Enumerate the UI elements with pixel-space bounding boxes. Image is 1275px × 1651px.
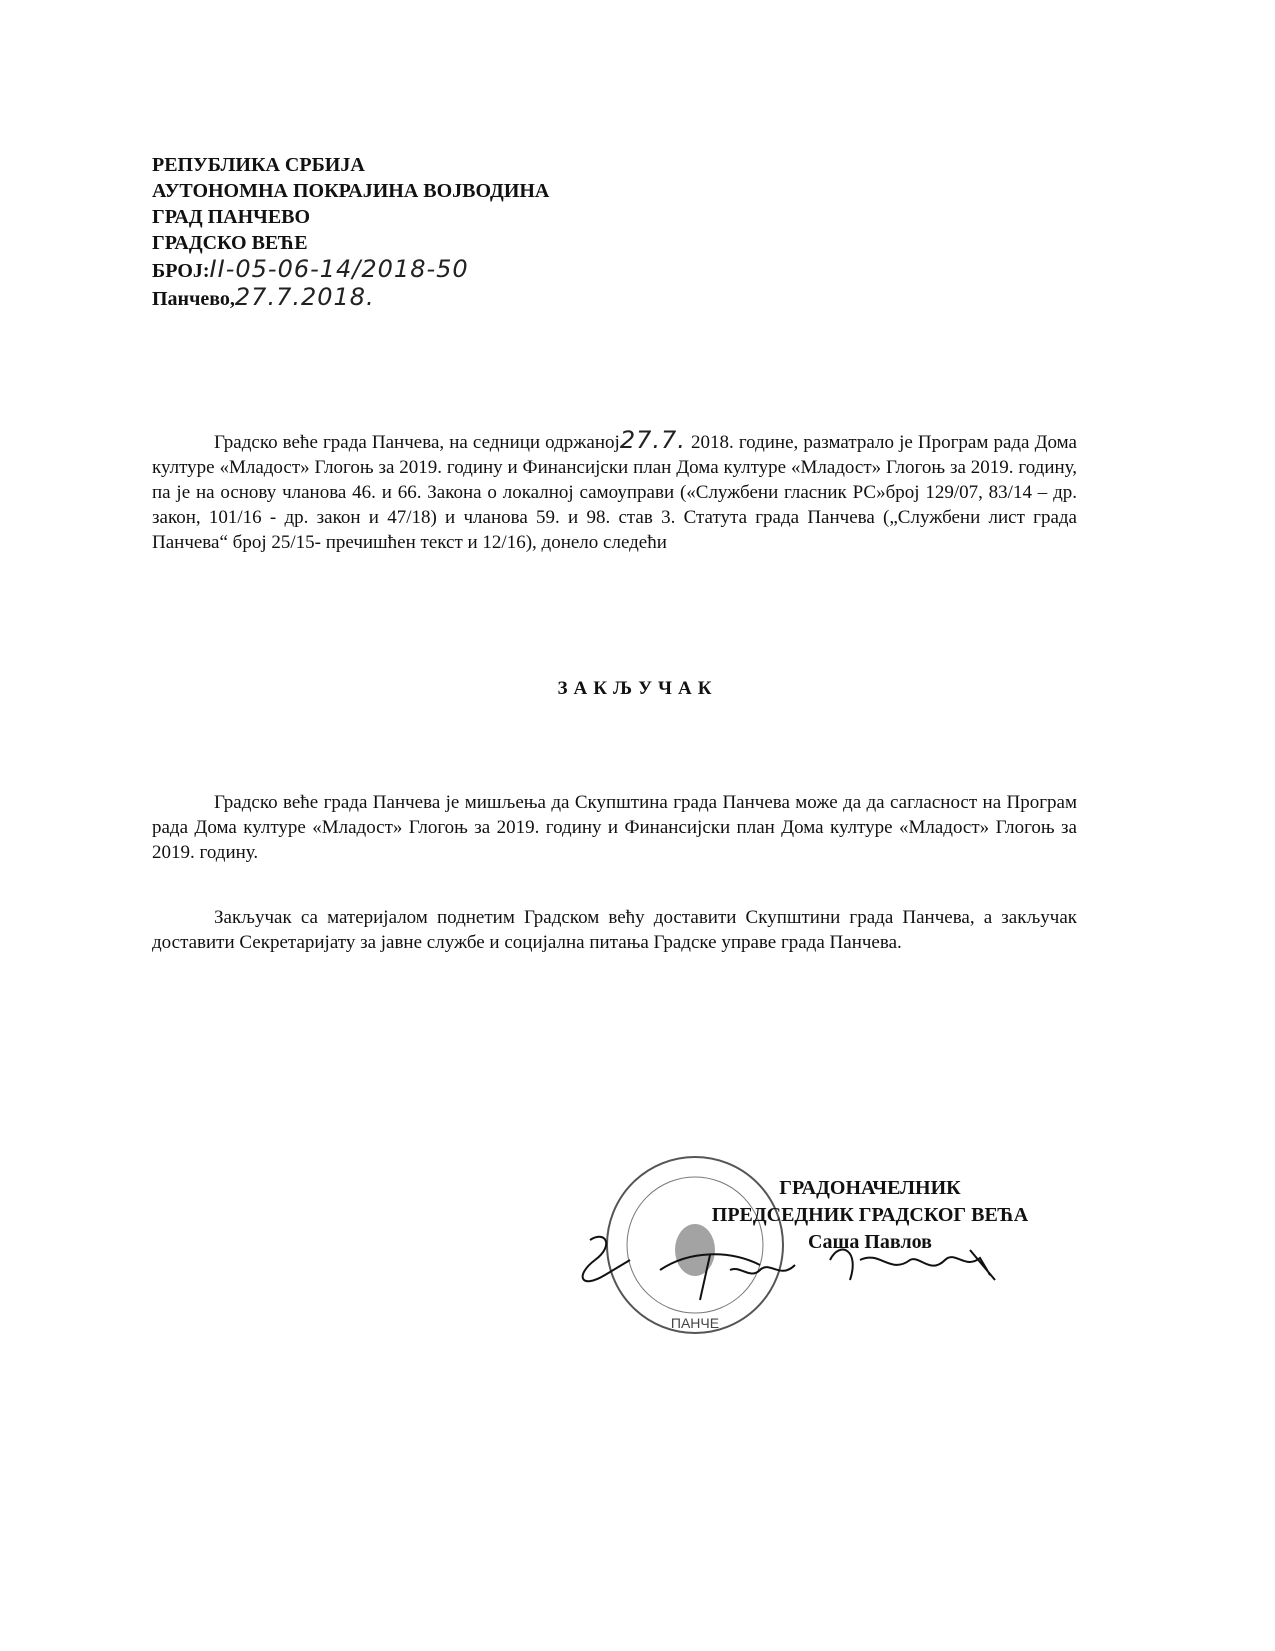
signatory-role-president: ПРЕДСЕДНИК ГРАДСКОГ ВЕЋА (711, 1204, 1029, 1226)
signatory-name: Саша Павлов (808, 1231, 932, 1253)
conclusion-text-1: Градско веће града Панчева је мишљења да Скупштина града Панчева може да да сагласност на Програм рада Дома културе «Младост» Глогоњ за 2019. годину и Финансијски план Дома културе «Младост» Глогоњ за 2019. годину. (152, 792, 1077, 863)
conclusion-paragraph-1 (152, 790, 1077, 865)
handwritten-signature (560, 1220, 1040, 1315)
svg-text:ПАНЧЕ: ПАНЧЕ (670, 1315, 720, 1331)
signatory-role-mayor: ГРАДОНАЧЕЛНИК (779, 1177, 961, 1199)
intro-text-rest: 2018. године, разматрало је Програм рада Дома културе «Младост» Глогоњ за 2019. годину и Финансијски план Дома културе «Младост» Глогоњ за 2019. годину, па је на основу чланова 46. и 66. Закона о локалној самоуправи («Службени гласник РС»број 129/07, 83/14 – др. закон, 101/16 - др. закон и 47/18) и чланова 59. и 98. став 3. Статута града Панчева („Службени лист града Панчева“ број 25/15- пречишћен текст и 12/16), донело следећи (152, 432, 1077, 553)
header-number (152, 256, 549, 284)
intro-text-start: Градско веће града Панчева, на седници одржаној (214, 432, 620, 453)
intro-paragraph (152, 428, 1077, 555)
header-country: РЕПУБЛИКА СРБИЈА (152, 154, 365, 176)
document-header (152, 152, 549, 312)
session-date: 27.7. (619, 426, 686, 454)
document-title: ЗАКЉУЧАК (557, 678, 718, 699)
place-date: 27.7.2018. (234, 283, 375, 311)
header-place-date (152, 284, 549, 312)
number-value: II-05-06-14/2018-50 (209, 255, 469, 283)
conclusion-text-2: Закључак са материјалом поднетим Градском већу доставити Скупштини града Панчева, а закључак доставити Секретаријату за јавне службе и социјална питања Градске управе града Панчева. (152, 907, 1077, 953)
header-province: АУТОНОМНА ПОКРАЈИНА ВОЈВОДИНА (152, 180, 550, 202)
number-label: БРОЈ: (152, 260, 210, 282)
header-body: ГРАДСКО ВЕЋЕ (152, 232, 308, 254)
header-city: ГРАД ПАНЧЕВО (152, 206, 311, 228)
place-label: Панчево, (152, 288, 235, 310)
conclusion-paragraph-2 (152, 905, 1077, 955)
